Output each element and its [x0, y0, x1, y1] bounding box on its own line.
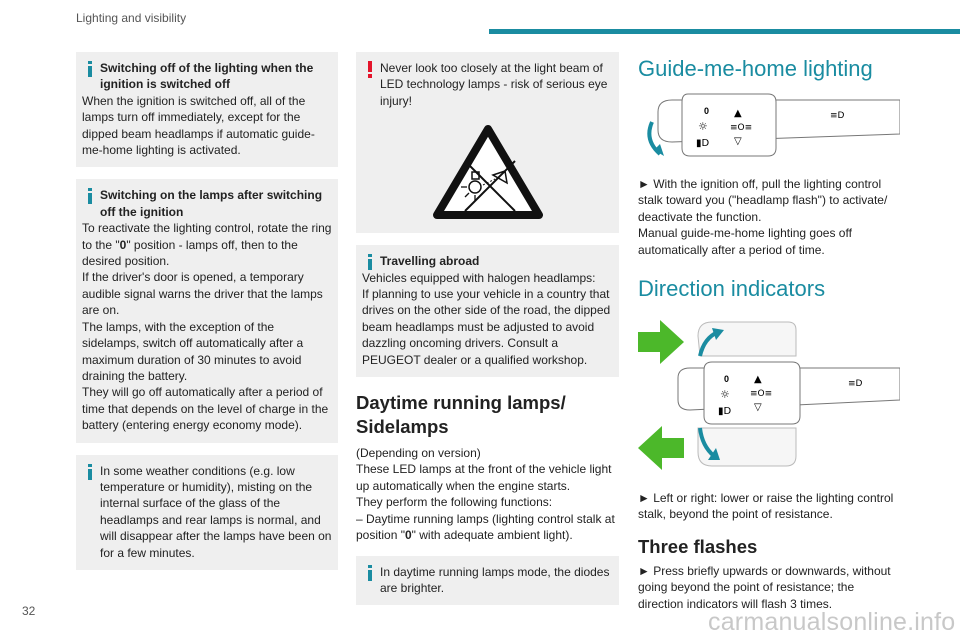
svg-text:▽: ▽: [734, 136, 742, 147]
info-box-paragraph: The lamps, with the exception of the sidelamps, switch off automatically after a maximum duration of 30 minutes to avoid draining the battery.: [82, 319, 304, 383]
svg-text:0: 0: [724, 374, 730, 385]
info-icon: [367, 565, 373, 581]
heading-three-flashes: Three flashes: [638, 535, 758, 557]
paragraph: ► With the ignition off, pull the lighting control stalk toward you ("headlamp flash") to activate/ deactivate the function.: [638, 177, 888, 224]
info-box-title: Switching off of the lighting when the ignition is switched off: [100, 61, 314, 92]
heading-direction-indicators: Direction indicators: [638, 276, 826, 302]
info-box-paragraph: If planning to use your vehicle in a country that drives on the other side of the road, the dipped beam headlamps must be adjusted to avoid dazzling oncoming drivers. Consult a PEUGEOT dealer or a qualified workshop.: [362, 287, 611, 367]
info-icon: [87, 464, 93, 480]
svg-text:≡O≡: ≡O≡: [730, 123, 753, 133]
svg-text:▮D: ▮D: [696, 138, 710, 149]
info-box-switching-on: [76, 179, 338, 442]
info-box-body: When the ignition is switched off, all of the lamps turn off immediately, except for the dipped beam headlamps if automatic guide-me-home lighting is activated.: [82, 93, 315, 158]
heading-daytime-running-lamps: Daytime running lamps/ Sidelamps: [356, 392, 566, 438]
info-icon: [87, 61, 93, 77]
paragraph: Manual guide-me-home lighting goes off automatically after a period of time.: [638, 226, 852, 257]
svg-text:☼: ☼: [698, 120, 708, 133]
info-box-paragraph: Vehicles equipped with halogen headlamps:: [362, 270, 596, 285]
info-box-misting: [76, 455, 338, 570]
column-right: [638, 52, 900, 612]
paragraph: ► Left or right: lower or raise the lighting control stalk, beyond the point of resistance.: [638, 491, 894, 522]
svg-text:☼: ☼: [720, 388, 730, 402]
header-accent-bar: [489, 29, 960, 34]
info-box-paragraph: To reactivate the lighting control, rotate the ring to the "0" position - lamps off, then to the desired position.: [82, 221, 332, 269]
info-box-travelling-abroad: [356, 245, 619, 377]
svg-text:▲: ▲: [754, 374, 762, 386]
paragraph: These LED lamps at the front of the vehicle light up automatically when the engine starts.: [356, 462, 612, 493]
no-look-led-icon: [433, 123, 543, 223]
svg-text:0: 0: [704, 106, 710, 116]
svg-text:▮D: ▮D: [718, 406, 732, 418]
info-box-drl-note: [356, 556, 619, 606]
arrow-left-icon: [638, 426, 684, 470]
svg-text:≡D: ≡D: [830, 111, 845, 121]
running-header: Lighting and visibility: [76, 11, 187, 25]
svg-text:≡O≡: ≡O≡: [750, 389, 773, 400]
warning-icon: [367, 61, 373, 78]
info-box-title: Travelling abroad: [380, 254, 480, 269]
heading-guide-me-home: Guide-me-home lighting: [638, 56, 873, 81]
svg-text:≡D: ≡D: [848, 379, 863, 390]
info-box-switching-off: [76, 52, 338, 167]
info-icon: [367, 254, 373, 270]
column-middle: [356, 52, 619, 615]
info-box-body: In daytime running lamps mode, the diodes are brighter.: [380, 564, 610, 595]
svg-text:▽: ▽: [754, 402, 762, 414]
lighting-stalk-pull-illustration: [638, 92, 900, 164]
warning-box-led: [356, 52, 619, 233]
info-box-title: Switching on the lamps after switching off the ignition: [100, 188, 323, 219]
arrow-right-icon: [638, 320, 684, 364]
paragraph: They perform the following functions:: [356, 495, 553, 510]
paragraph: – Daytime running lamps (lighting control stalk at position "0" with adequate ambient light).: [356, 511, 615, 543]
indicator-stalk-illustration: [638, 316, 900, 476]
paragraph: ► Press briefly upwards or downwards, without going beyond the point of resistance; the direction indicators will flash 3 times.: [638, 563, 891, 611]
warning-box-body: Never look too closely at the light beam of LED technology lamps - risk of serious eye injury!: [380, 61, 608, 108]
column-left: [76, 52, 338, 580]
paragraph: (Depending on version): [356, 446, 481, 461]
watermark: carmanualsonline.info: [708, 608, 956, 636]
svg-text:▲: ▲: [734, 108, 742, 119]
info-box-body: In some weather conditions (e.g. low temperature or humidity), misting on the internal surface of the glass of the headlamps and rear lamps is normal, and will disappear after the lamps have been on for a few minutes.: [100, 463, 332, 560]
info-box-paragraph: If the driver's door is opened, a temporary audible signal warns the driver that the lamps are on.: [82, 270, 323, 318]
info-icon: [87, 188, 93, 204]
info-box-paragraph: They will go off automatically after a period of time that depends on the level of charge in the battery (entering energy economy mode).: [82, 385, 329, 433]
page-number: 32: [22, 604, 36, 618]
